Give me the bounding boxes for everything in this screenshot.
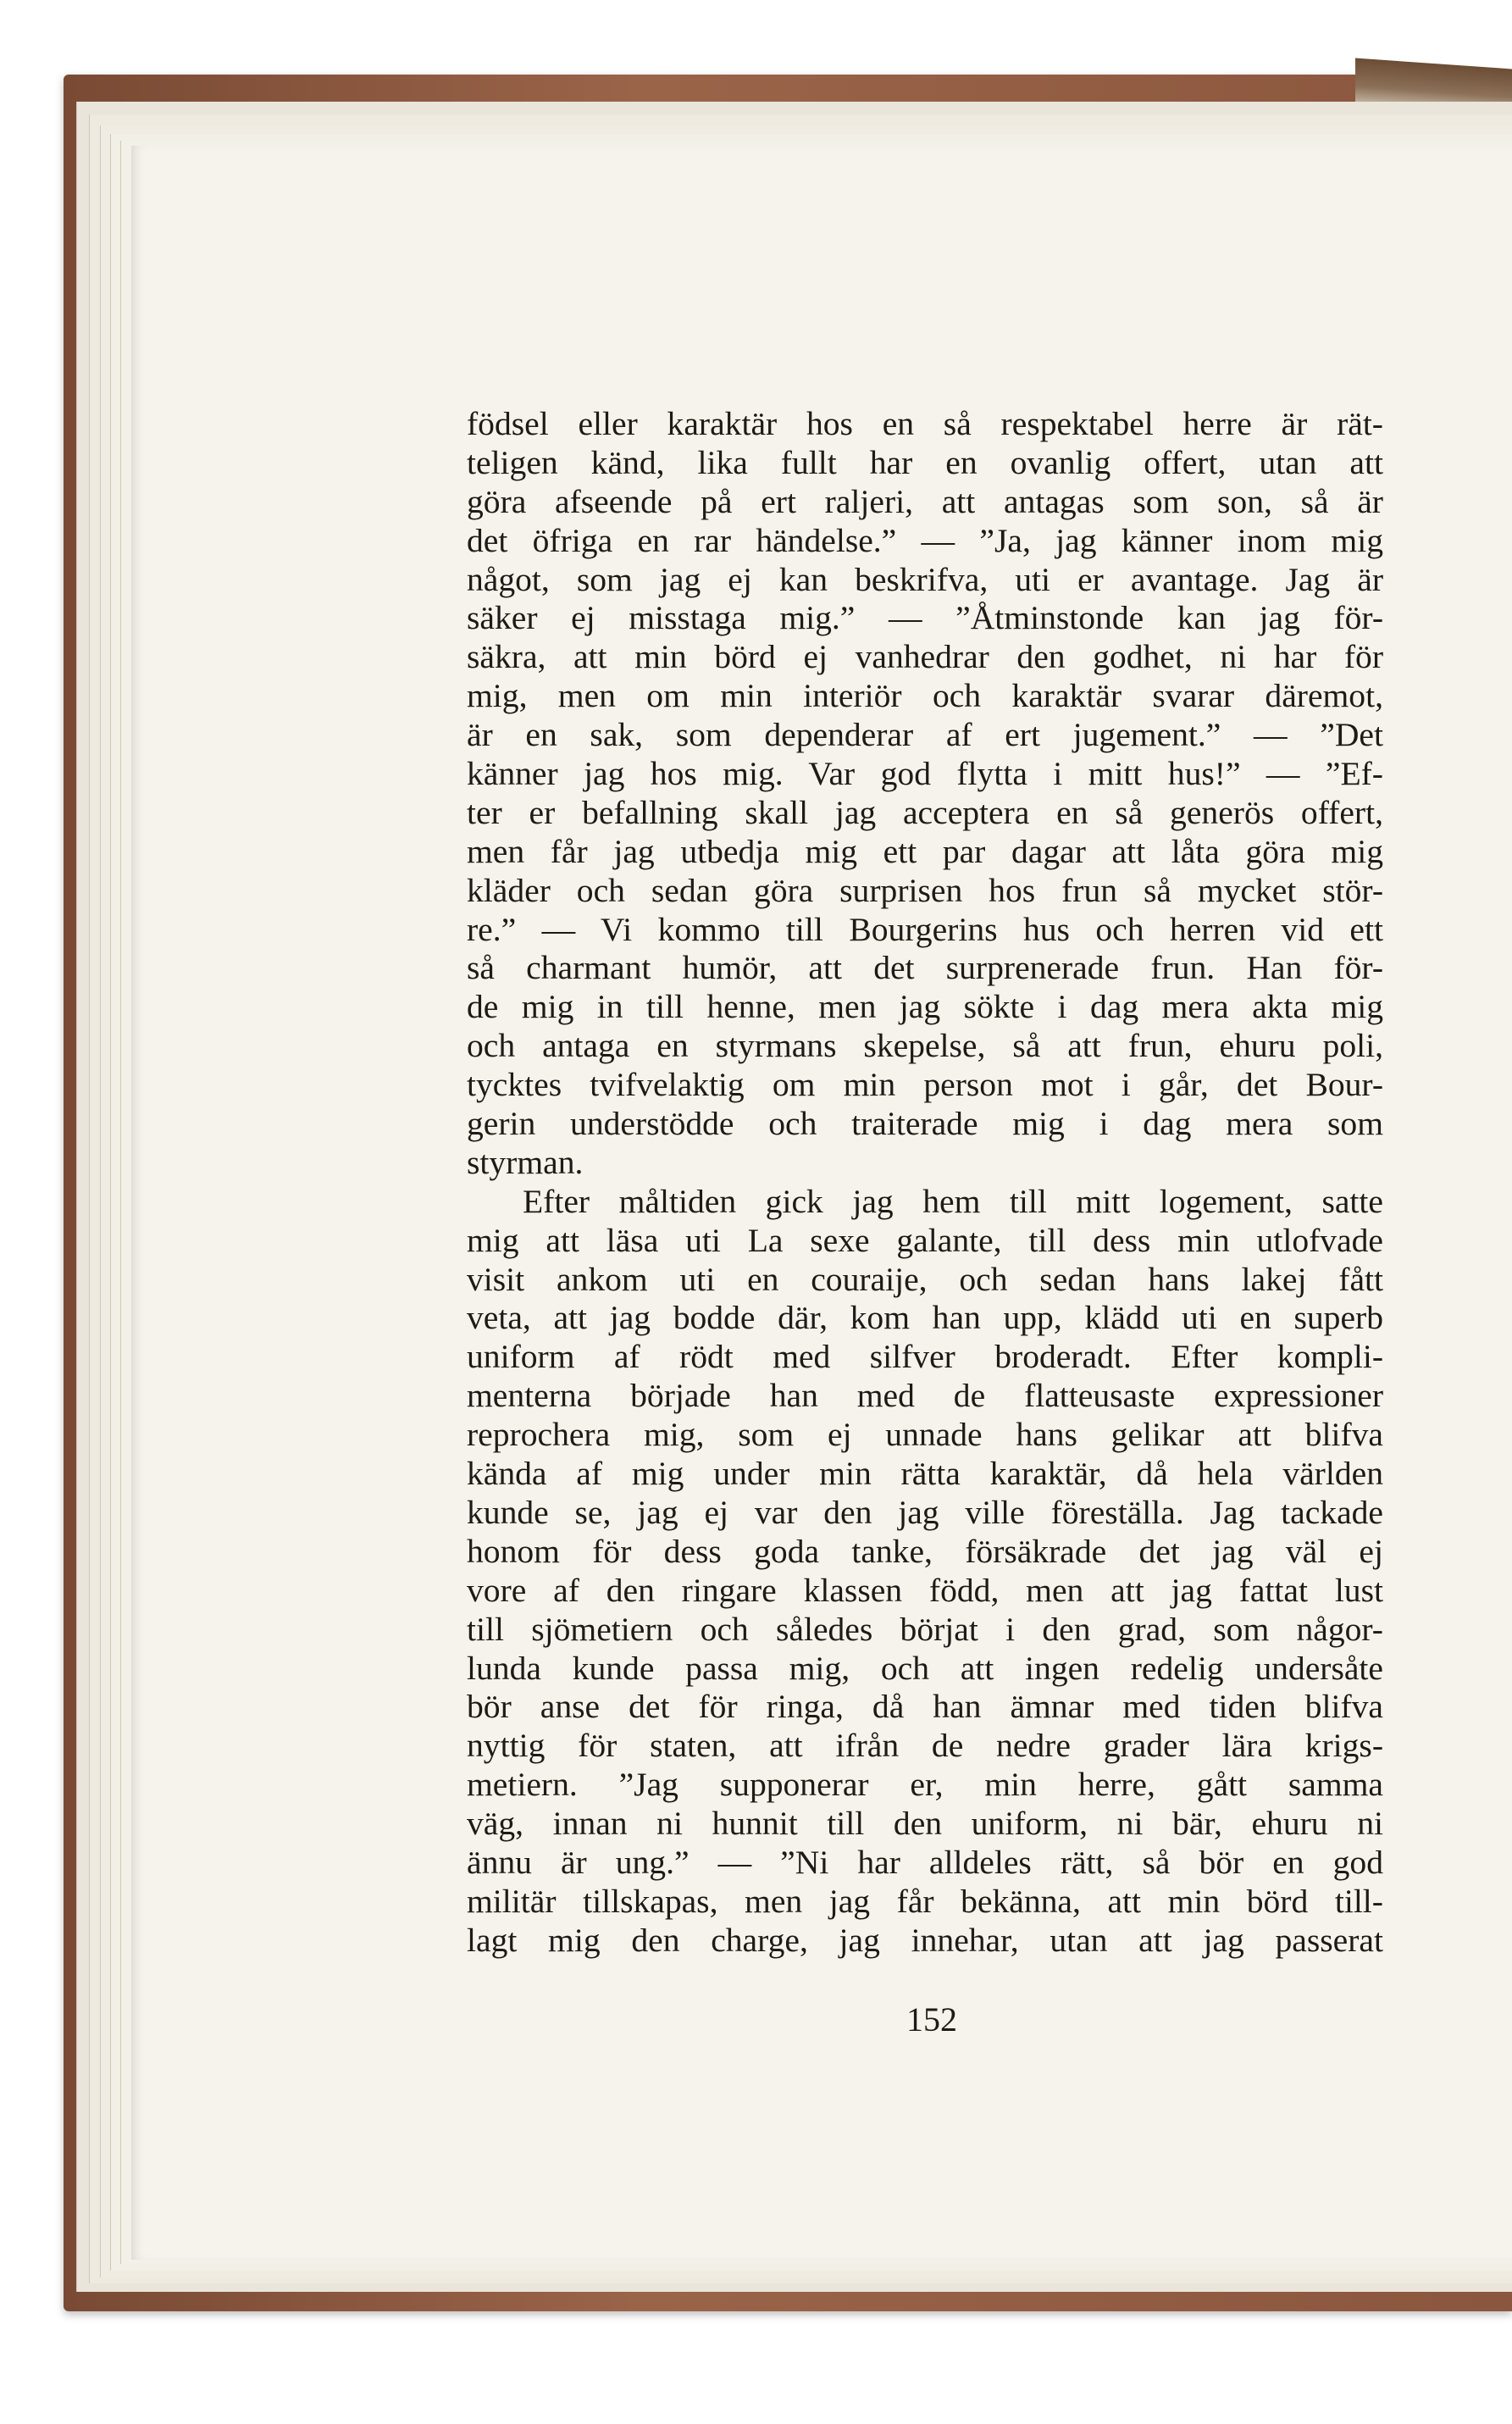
- page-text: [467, 405, 1383, 1961]
- text-line: menterna började han med de flatteusaste expressioner: [467, 1377, 1383, 1415]
- text-line: ter er befallning skall jag acceptera en så generös offert,: [467, 793, 1383, 831]
- text-line: väg, innan ni hunnit till den uniform, ni bär, ehuru ni: [467, 1805, 1383, 1843]
- text-line: re.” — Vi kommo till Bourgerins hus och herren vid ett: [467, 910, 1383, 948]
- text-line: uniform af rödt med silfver broderadt. Efter kompli-: [467, 1338, 1383, 1376]
- text-line: till sjömetiern och således börjat i den grad, som någor-: [467, 1610, 1383, 1648]
- text-line: kläder och sedan göra surprisen hos frun så mycket stör-: [467, 871, 1383, 909]
- text-line: teligen känd, lika fullt har en ovanlig offert, utan att: [467, 443, 1383, 481]
- text-line: gerin understödde och traiterade mig i dag mera som: [467, 1105, 1383, 1143]
- text-line: men får jag utbedja mig ett par dagar att låta göra mig: [467, 832, 1383, 870]
- text-line: säkra, att min börd ej vanhedrar den godhet, ni har för: [467, 638, 1383, 676]
- text-line: styrman.: [467, 1143, 584, 1181]
- text-line: är en sak, som dependerar af ert jugement.” — ”Det: [467, 716, 1383, 754]
- text-line: kunde se, jag ej var den jag ville föreställa. Jag tackade: [467, 1493, 1383, 1531]
- page-number: 152: [906, 2000, 957, 2038]
- text-line: bör anse det för ringa, då han ämnar med tiden blifva: [467, 1688, 1383, 1726]
- text-line: det öfriga en rar händelse.” — ”Ja, jag känner inom mig: [467, 521, 1383, 559]
- text-line: göra afseende på ert raljeri, att antagas som son, så är: [467, 482, 1383, 520]
- text-line: lunda kunde passa mig, och att ingen redelig undersåte: [467, 1649, 1383, 1687]
- text-line: militär tillskapas, men jag får bekänna, att min börd till-: [467, 1882, 1383, 1920]
- text-line: honom för dess goda tanke, försäkrade det jag väl ej: [467, 1532, 1383, 1570]
- text-line: de mig in till henne, men jag sökte i dag mera akta mig: [467, 988, 1383, 1026]
- text-line: känner jag hos mig. Var god flytta i mitt hus!” — ”Ef-: [467, 755, 1383, 793]
- text-line: så charmant humör, att det surprenerade frun. Han för-: [467, 949, 1383, 987]
- text-line: nyttig för staten, att ifrån de nedre grader lära krigs-: [467, 1727, 1383, 1765]
- text-line: reprochera mig, som ej unnade hans gelikar att blifva: [467, 1416, 1383, 1454]
- text-line: födsel eller karaktär hos en så respektabel herre är rät-: [467, 405, 1383, 442]
- text-line: kända af mig under min rätta karaktär, då hela världen: [467, 1455, 1383, 1493]
- text-line: mig att läsa uti La sexe galante, till dess min utlofvade: [467, 1221, 1383, 1259]
- text-line: ännu är ung.” — ”Ni har alldeles rätt, så bör en god: [467, 1843, 1383, 1881]
- text-line: veta, att jag bodde där, kom han upp, klädd uti en superb: [467, 1299, 1383, 1337]
- text-line: och antaga en styrmans skepelse, så att frun, ehuru poli,: [467, 1027, 1383, 1065]
- text-line: vore af den ringare klassen född, men att jag fattat lust: [467, 1571, 1383, 1609]
- text-line: mig, men om min interiör och karaktär svarar däremot,: [467, 677, 1383, 715]
- text-line: metiern. ”Jag supponerar er, min herre, gått samma: [467, 1766, 1383, 1804]
- text-line: tycktes tvifvelaktig om min person mot i går, det Bour-: [467, 1066, 1383, 1104]
- text-line: visit ankom uti en couraije, och sedan hans lakej fått: [467, 1260, 1383, 1298]
- text-line: säker ej misstaga mig.” — ”Åtminstonde kan jag för-: [467, 599, 1383, 637]
- text-line: Efter måltiden gick jag hem till mitt logement, satte: [523, 1182, 1383, 1220]
- text-line: lagt mig den charge, jag innehar, utan att jag passerat: [467, 1921, 1383, 1959]
- text-line: något, som jag ej kan beskrifva, uti er avantage. Jag är: [467, 560, 1383, 598]
